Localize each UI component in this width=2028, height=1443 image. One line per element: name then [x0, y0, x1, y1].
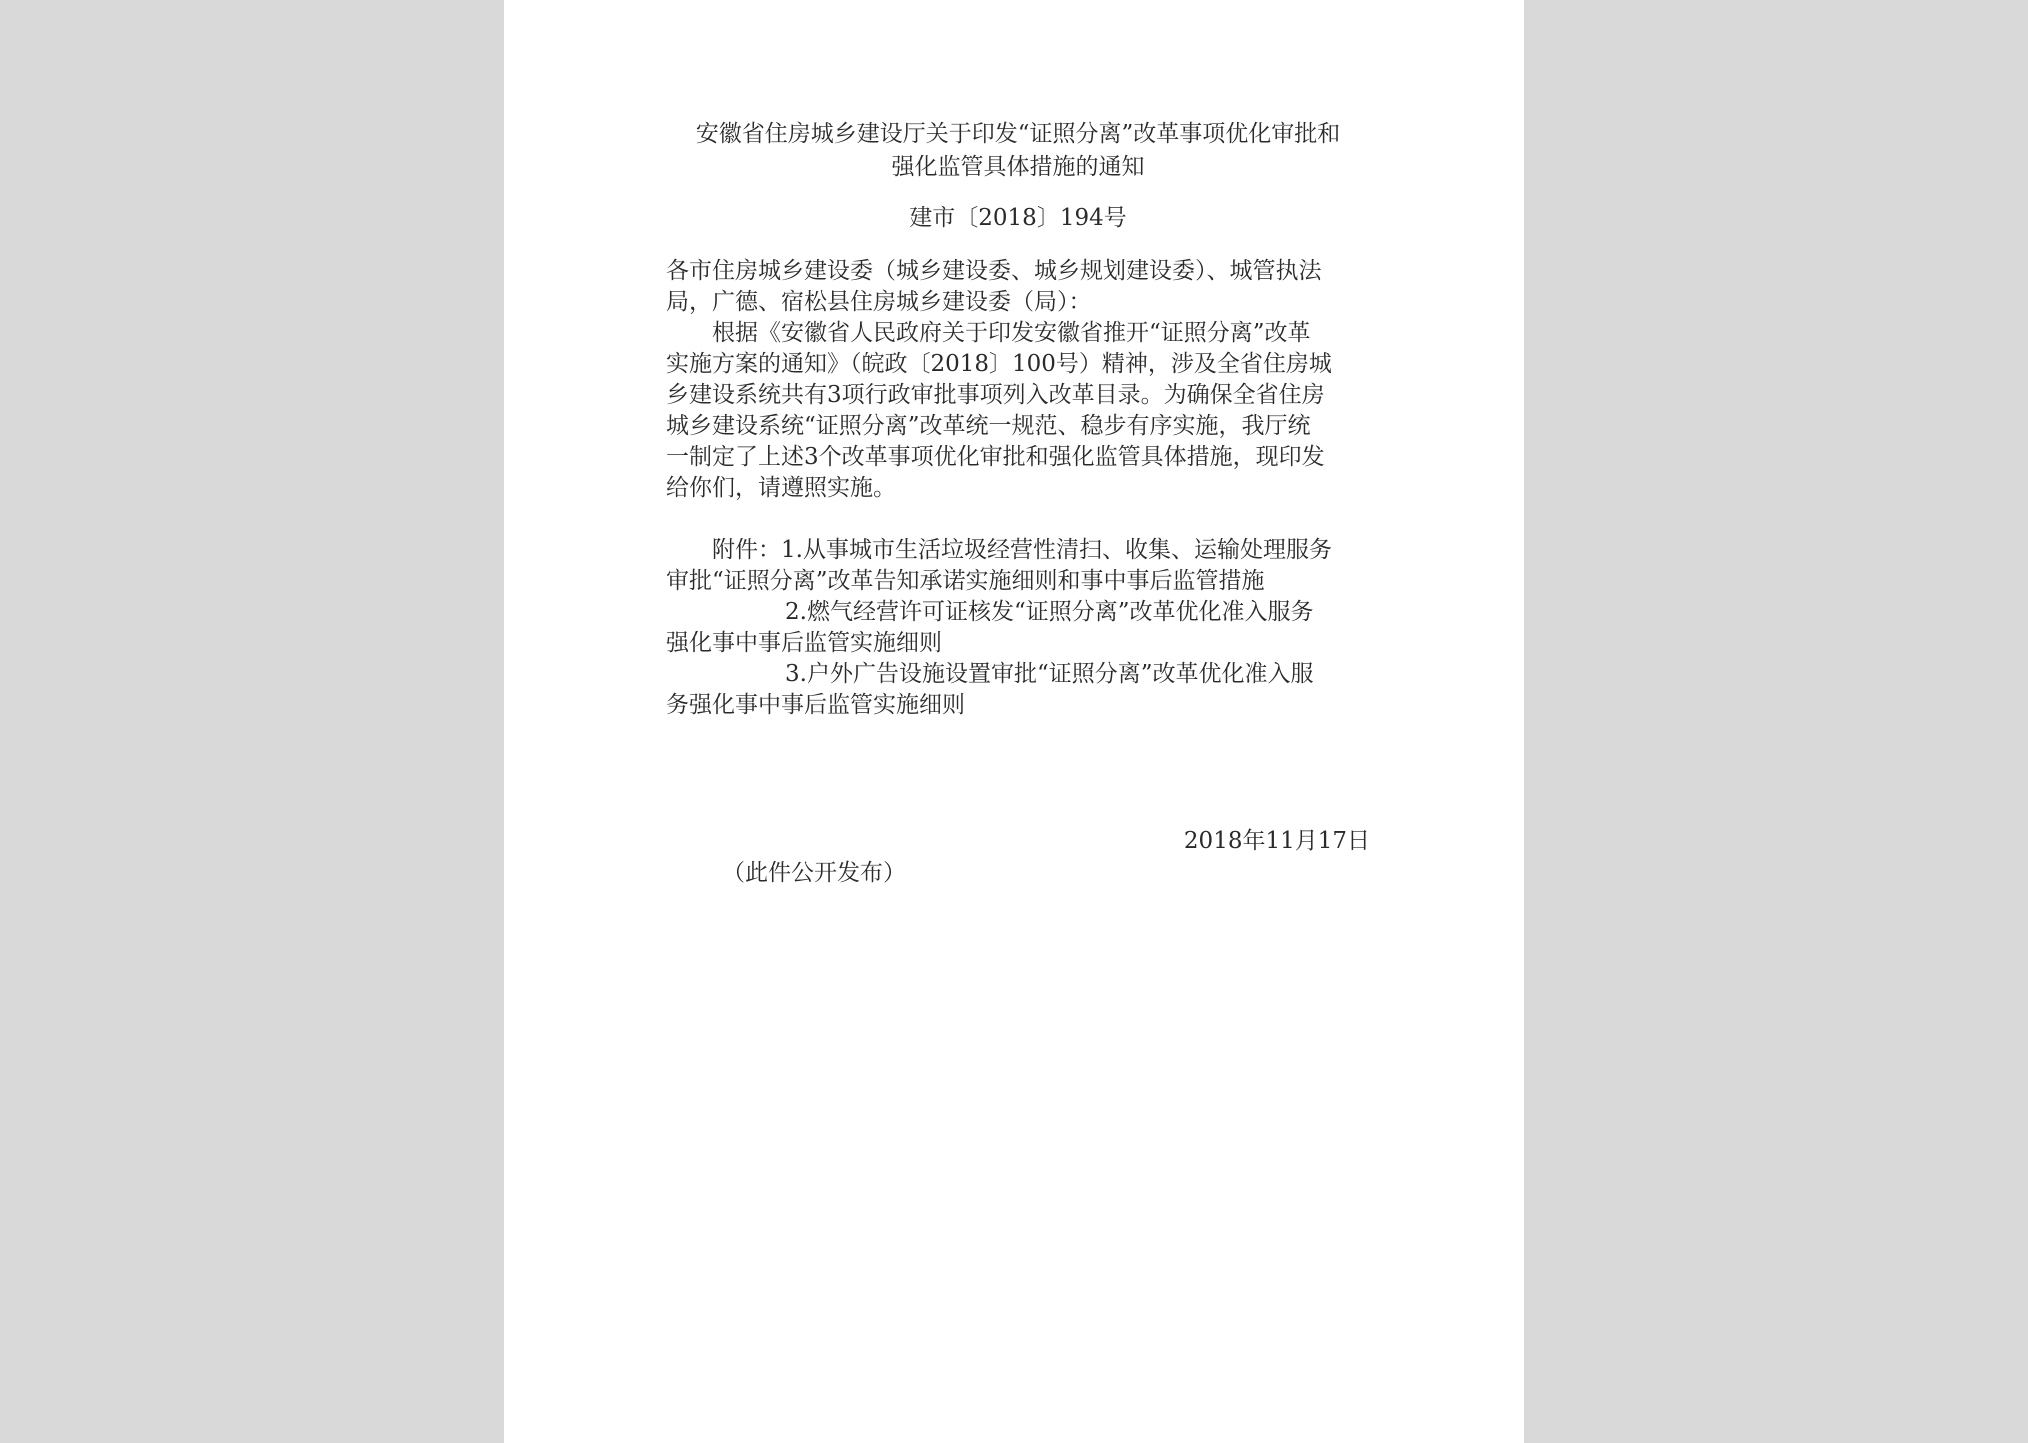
attachment-2-line: 强化事中事后监管实施细则 [666, 630, 942, 656]
addressee [666, 256, 1370, 318]
publication-note: （此件公开发布） [722, 860, 906, 886]
body-line: 给你们，请遵照实施。 [666, 475, 896, 501]
addressee-line: 各市住房城乡建设委（城乡建设委、城乡规划建设委）、城管执法 [666, 258, 1322, 284]
document-date: 2018年11月17日 [1183, 828, 1370, 854]
title-line: 强化监管具体措施的通知 [891, 154, 1145, 180]
attachment-1-line: 审批“证照分离”改革告知承诺实施细则和事中事后监管措施 [666, 568, 1265, 594]
body-line: 一制定了上述3个改革事项优化审批和强化监管具体措施，现印发 [666, 444, 1325, 470]
body-line: 乡建设系统共有3项行政审批事项列入改革目录。为确保全省住房 [666, 382, 1325, 408]
title-line: 安徽省住房城乡建设厅关于印发“证照分离”改革事项优化审批和 [695, 121, 1341, 147]
addressee-line: 局，广德、宿松县住房城乡建设委（局）： [666, 289, 1092, 315]
attachment-2-line: 2.燃气经营许可证核发“证照分离”改革优化准入服务 [785, 599, 1314, 625]
document-content [666, 118, 1370, 721]
body-line: 实施方案的通知》（皖政〔2018〕100号）精神，涉及全省住房城 [666, 351, 1332, 377]
attachments-list [666, 535, 1370, 721]
body-line: 根据《安徽省人民政府关于印发安徽省推开“证照分离”改革 [712, 320, 1311, 346]
document-title [666, 118, 1370, 184]
body-paragraph [666, 318, 1370, 504]
body-line: 城乡建设系统“证照分离”改革统一规范、稳步有序实施，我厅统 [666, 413, 1311, 439]
attachment-1-line: 附件：1.从事城市生活垃圾经营性清扫、收集、运输处理服务 [712, 537, 1332, 563]
document-page [504, 0, 1524, 1443]
attachment-3-line: 3.户外广告设施设置审批“证照分离”改革优化准入服 [785, 661, 1314, 687]
attachment-3-line: 务强化事中事后监管实施细则 [666, 692, 965, 718]
document-number: 建市〔2018〕194号 [909, 205, 1127, 231]
